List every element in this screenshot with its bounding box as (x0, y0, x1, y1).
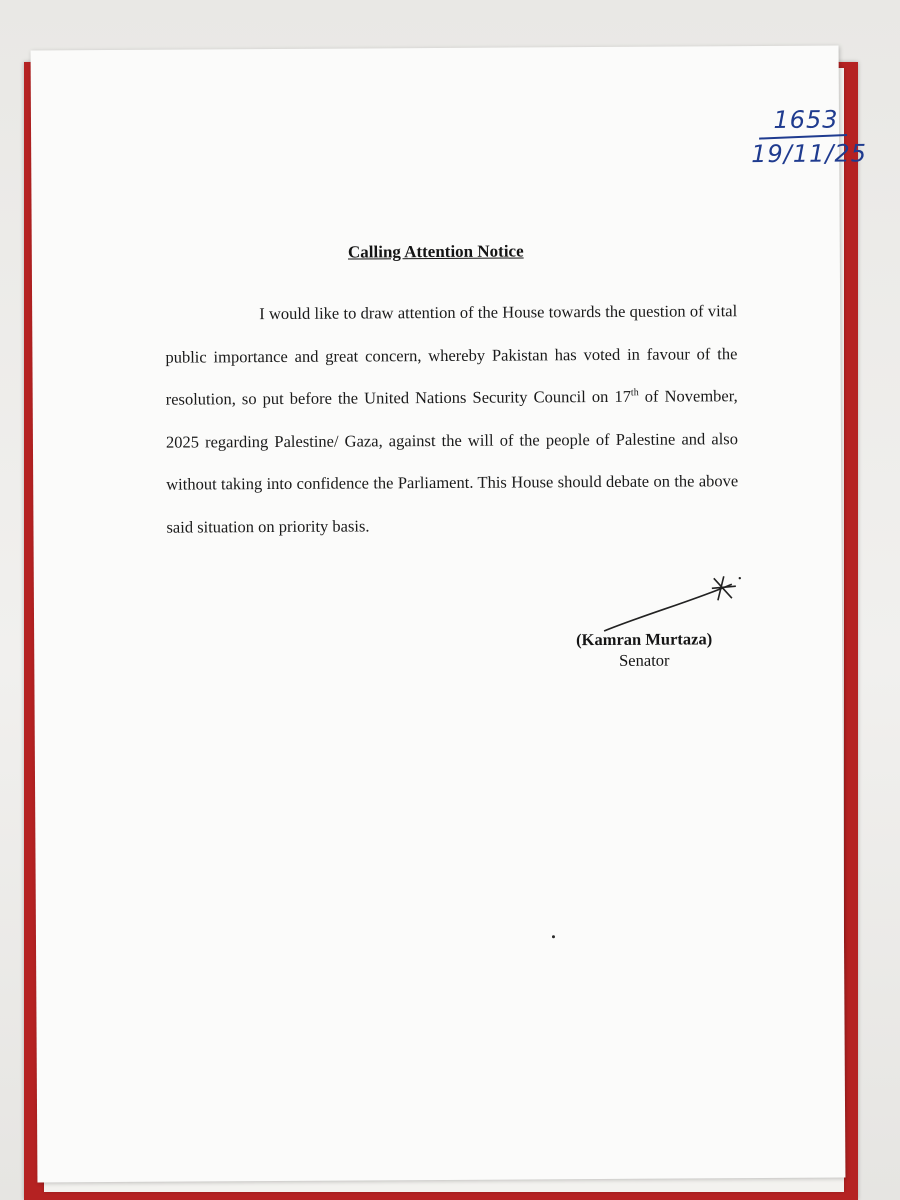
notice-sheet (31, 46, 868, 1183)
signature-block (554, 628, 734, 671)
ordinal-suffix: th (630, 387, 639, 399)
body-text-part-2: of November, 2025 regarding Palestine/ Gaza, against the will of the people of Palestine and also without taking into confidence the Parliament. This House should debate on the above said situation on priority basis. (165, 386, 739, 537)
notice-title: Calling Attention Notice (347, 241, 524, 262)
signatory-name: (Kamran Murtaza) (576, 629, 713, 650)
body-text-part-1: I would like to draw attention of the House towards the question of vital public importance and great concern, whereby Pakistan has voted in favour of the resolution, so put before the United Nations Security Council on 17 (165, 301, 738, 409)
handwritten-diary-entry (751, 105, 868, 169)
notice-body (165, 290, 739, 548)
body-paragraph (165, 290, 739, 548)
ink-speck (552, 935, 555, 938)
signature-mark (564, 574, 744, 635)
signatory-designation: Senator (619, 650, 670, 670)
diary-number: 1653 (773, 105, 839, 134)
diary-date: 19/11/25 (751, 139, 868, 169)
